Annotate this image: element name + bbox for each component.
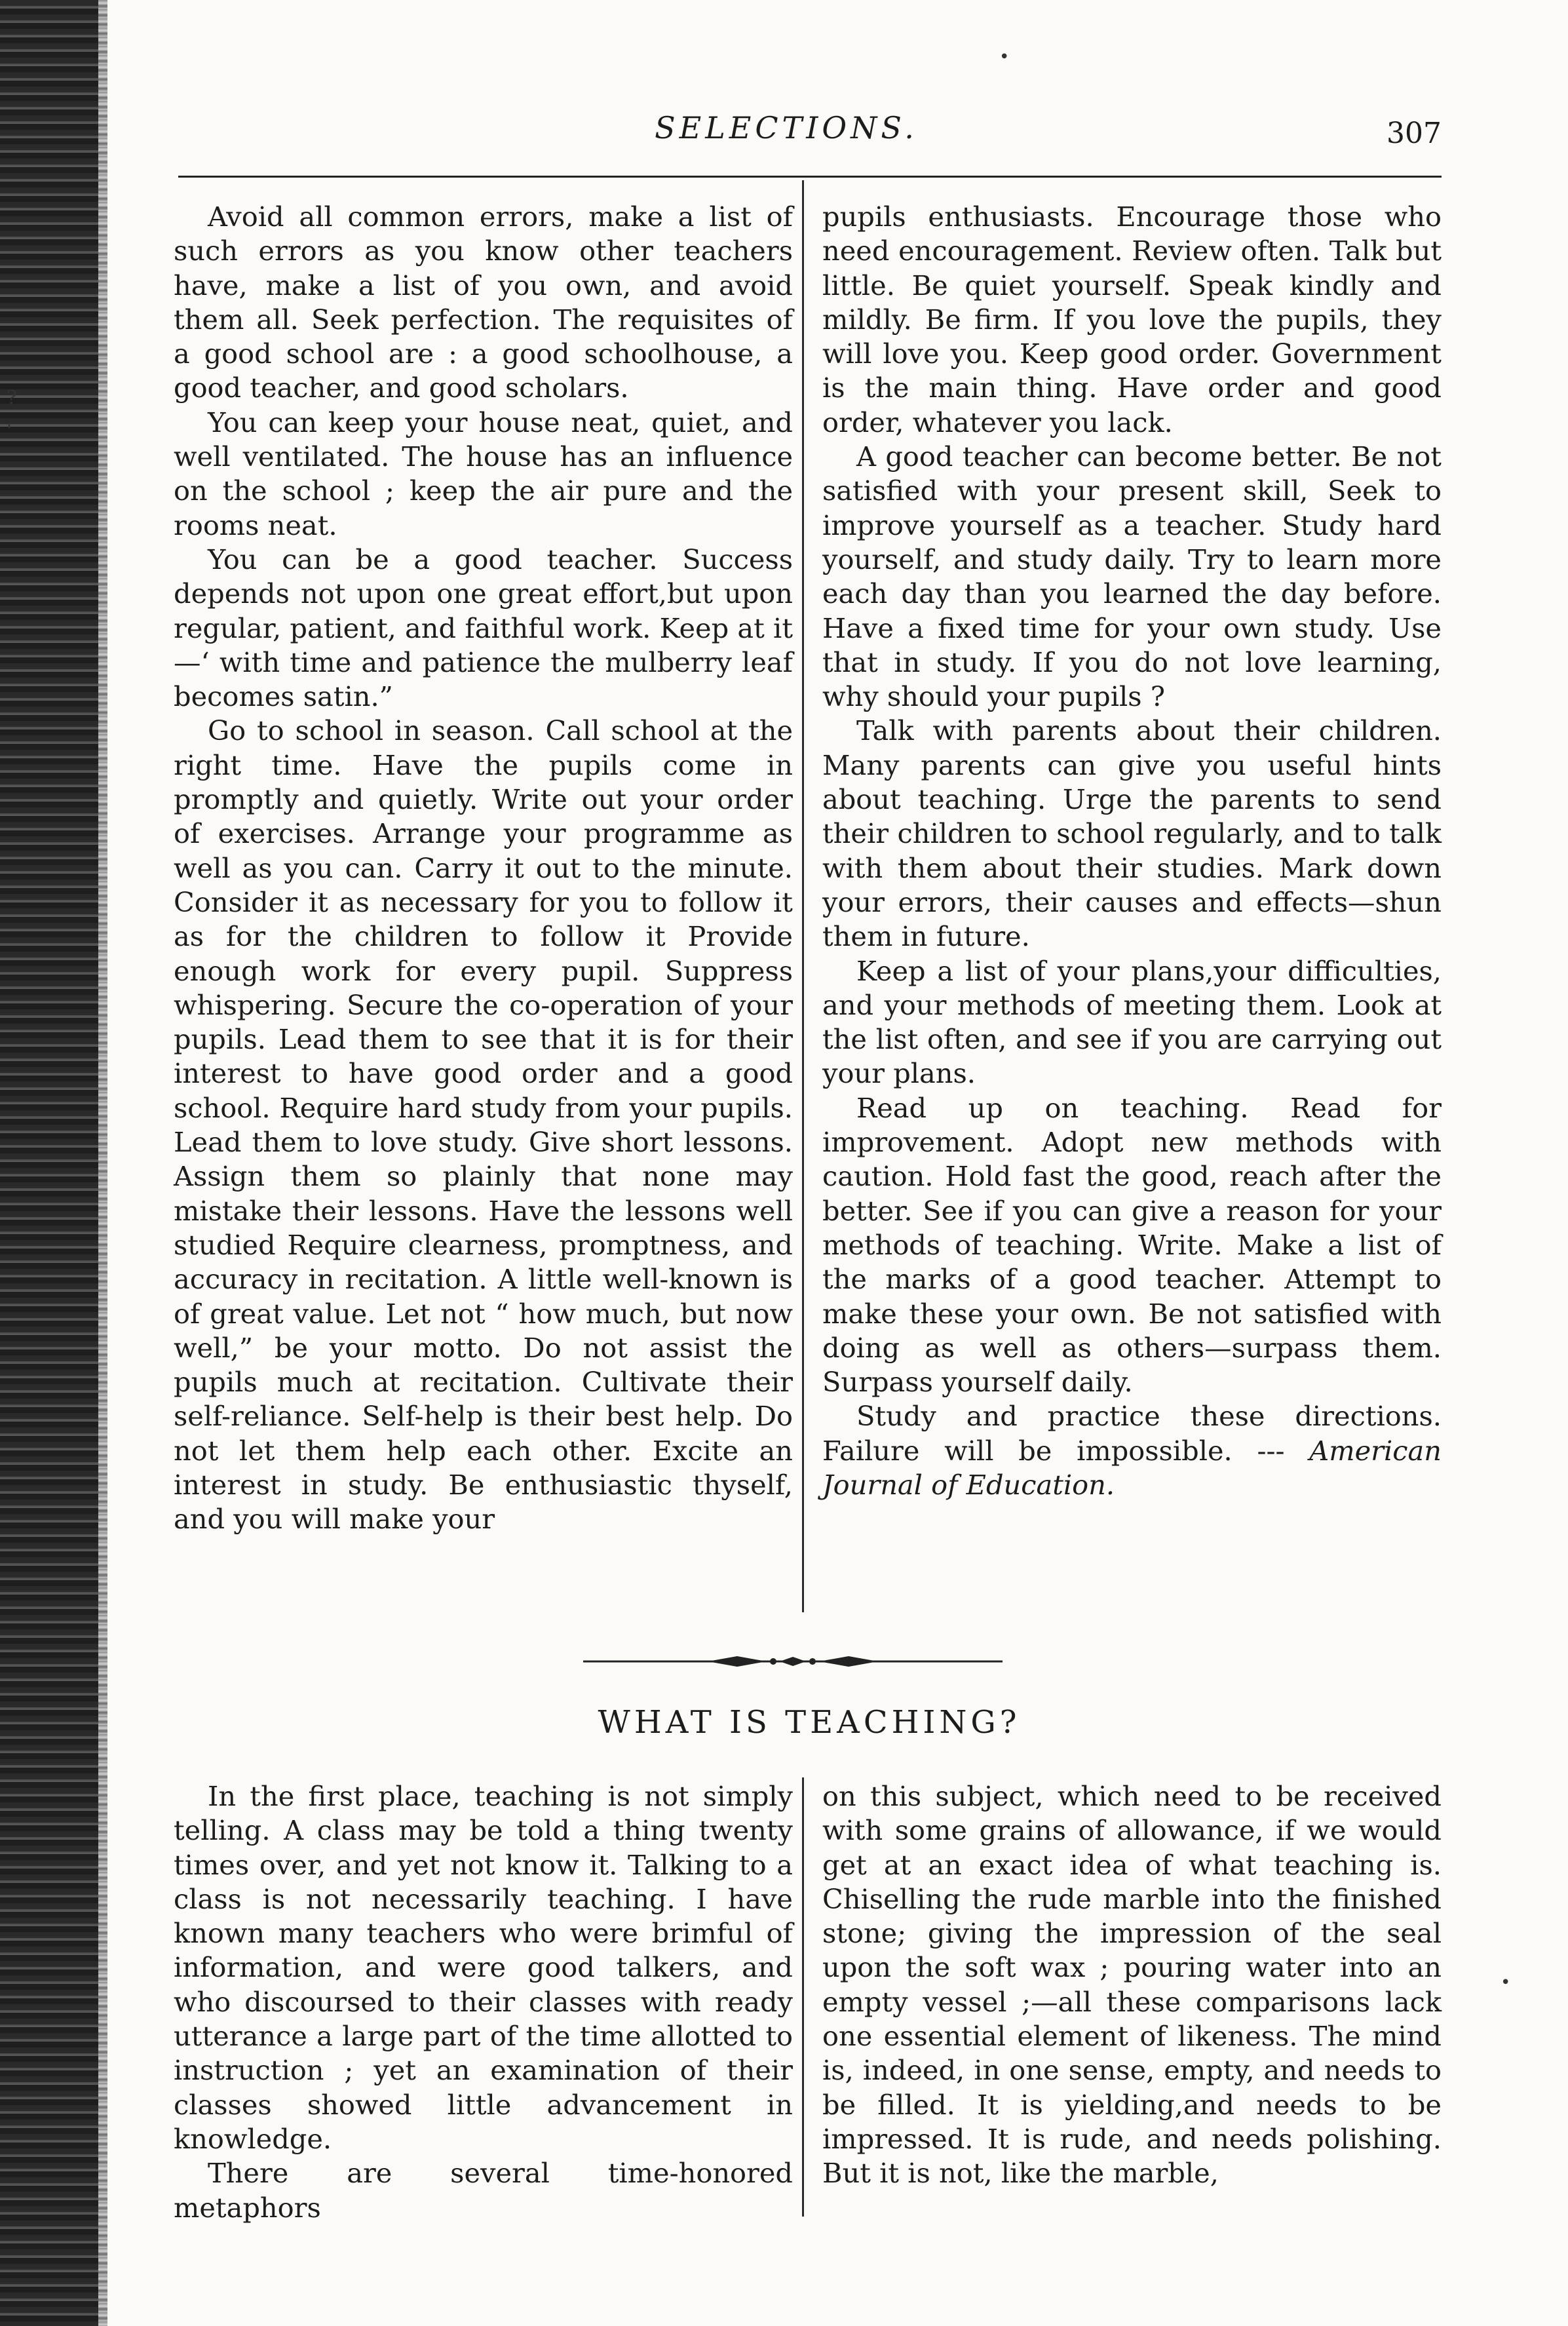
paragraph: Avoid all common errors, make a list of such errors as you know other teachers have, make a list of you own, and avoid them all. Seek perfection. The requisites of a good school are : a good schoolhouse, a good teacher, and good scholars. (174, 201, 793, 404)
section-heading: WHAT IS TEACHING? (598, 1704, 1021, 1741)
page-number: 307 (1386, 117, 1442, 150)
paragraph-continuation: on this subject, which need to be received with some grains of allowance, if we would get at an exact idea of what teaching is. Chiselling the rude marble into the finished stone; giving the impression of the seal upon the soft wax ; pouring water into an empty vessel ;—all these comparisons lack one essential element of likeness. The mind is, indeed, in one sense, empty, and needs to be filled. It is yielding,and needs to be impressed. It is rude, and needs polishing. But it is not, like the marble, (822, 1780, 1442, 2190)
closing-text: Study and practice these directions. Failure will be impossible. --- (822, 1400, 1442, 1467)
paragraph: Talk with parents about their children. Many parents can give you useful hints about teaching. Urge the parents to send their children to school regularly, and to talk with them about their studies. Mark down your errors, their causes and effects—shun them in future. (822, 714, 1442, 953)
page-header (131, 97, 1442, 149)
article2-right-column (822, 1779, 1442, 2191)
paragraph: You can be a good teacher. Success depends not upon one great effort,but upon regular, patient, and faithful work. Keep at it—‘ with time and patience the mulberry leaf becomes satin.” (174, 543, 793, 713)
column-divider (802, 180, 804, 1612)
paragraph: There are several time-honored metaphors (174, 2157, 793, 2224)
paragraph-continuation: pupils enthusiasts. Encourage those who need encouragement. Review often. Talk but little. Be quiet yourself. Speak kindly and mildly. Be firm. If you love the pupils, they will love you. Keep good order. Government is the main thing. Have order and good order, whatever you lack. (822, 201, 1442, 438)
paragraph: Go to school in season. Call school at the right time. Have the pupils come in promptly and quietly. Write out your order of exercises. Arrange your programme as well as you can. Carry it out to the minute. Consider it as necessary for you to follow it as for the children to follow it Provide enough work for every pupil. Suppress whispering. Secure the co-operation of your pupils. Lead them to see that it is for their interest to have good order and a good school. Require hard study from your pupils. Lead them to love study. Give short lessons. Assign them so plainly that none may mistake their lessons. Have the lessons well studied Require clearness, promptness, and accuracy in recitation. A little well-known is of great value. Let not “ how much, but now well,” be your motto. Do not assist the pupils much at recitation. Cultivate their self-reliance. Self-help is their best help. Do not let them help each other. Excite an interest in study. Be enthusiastic thyself, and you will make your (174, 714, 793, 1536)
margin-mark: ' (7, 419, 12, 442)
speck-dot: • (999, 47, 1010, 67)
page-binding-shadow (98, 0, 107, 2326)
article1-right-column (822, 200, 1442, 1502)
header-rule (178, 176, 1442, 178)
paragraph: Read up on teaching. Read for improvement. Adopt new methods with caution. Hold fast the good, reach after the better. See if you can give a reason for your methods of teaching. Write. Make a list of the marks of a good teacher. Attempt to make these your own. Be not satisfied with doing as well as others—surpass them. Surpass yourself daily. (822, 1091, 1442, 1399)
source-citation: American Journal of Education. (822, 1434, 1442, 1501)
paragraph: A good teacher can become better. Be not satisfied with your present skill, Seek to improve yourself as a teacher. Study hard yourself, and study daily. Try to learn more each day than you learned the day before. Have a fixed time for your own study. Use that in study. If you do not love learning, why should your pupils ? (822, 440, 1442, 713)
book-spine-edge (0, 0, 98, 2326)
article2-left-column (174, 1779, 793, 2225)
closing-paragraph (822, 1399, 1442, 1502)
margin-mark: ? (7, 387, 18, 410)
paragraph: In the first place, teaching is not simply telling. A class may be told a thing twenty times over, and yet not know it. Talking to a class is not necessarily teaching. I have known many teachers who were brimful of information, and were good talkers, and who discoursed to their classes with ready utterance a large part of the time allotted to instruction ; yet an examination of their classes showed little advancement in knowledge. (174, 1780, 793, 2155)
paragraph: Keep a list of your plans,your difficulties, and your methods of meeting them. Look at the list often, and see if you are carrying out your plans. (822, 954, 1442, 1090)
paragraph: You can keep your house neat, quiet, and well ventilated. The house has an influence on the school ; keep the air pure and the rooms neat. (174, 406, 793, 541)
running-title: SELECTIONS. (655, 110, 918, 145)
speck-dot: • (1501, 1973, 1511, 1992)
article1-left-column (174, 200, 793, 1537)
ornamental-divider (583, 1653, 1003, 1670)
column-divider (802, 1777, 804, 2217)
